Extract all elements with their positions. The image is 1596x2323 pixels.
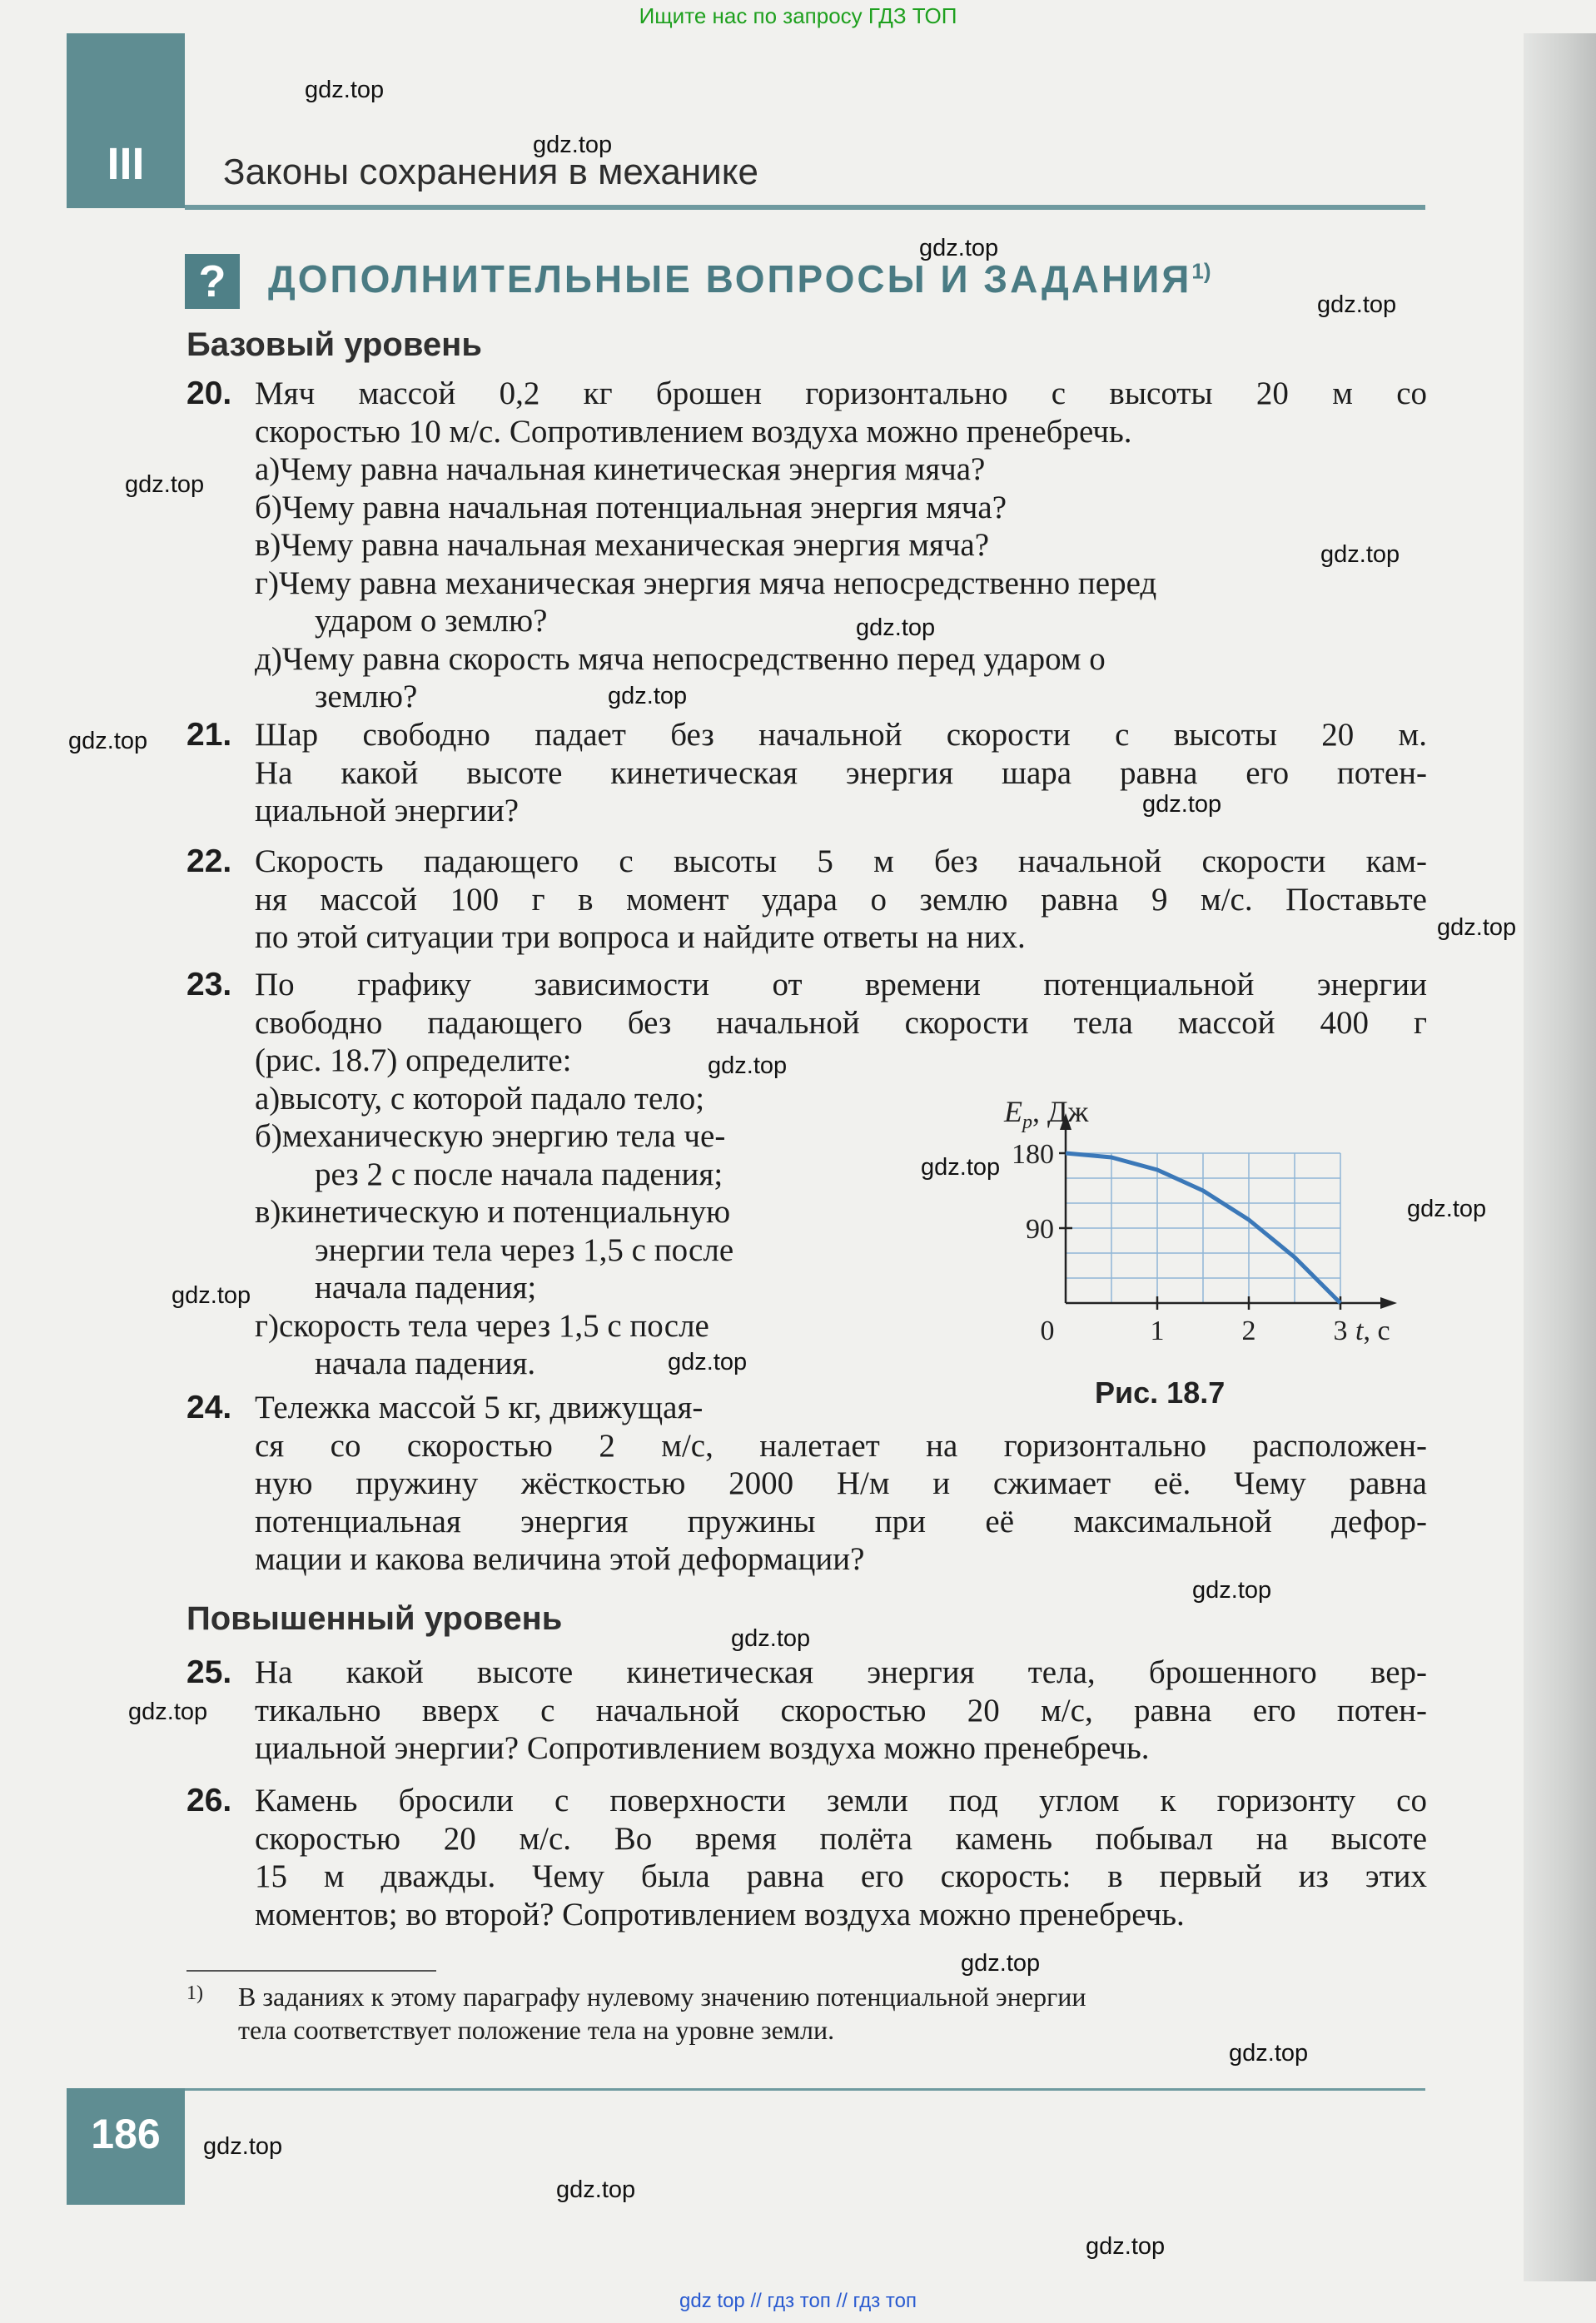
task-line: свободно падающего без начальной скорости тела массой 400 г: [255, 1004, 1427, 1041]
bottom-links[interactable]: gdz top // гдз топ // гдз топ: [679, 2290, 917, 2312]
watermark: gdz.top: [856, 614, 936, 641]
x-tick-label: 1: [1150, 1316, 1165, 1346]
y-tick-label: 180: [1012, 1139, 1054, 1170]
task-line: Шар свободно падает без начальной скорости с высоты 20 м.: [255, 717, 1427, 753]
task-number: 25.: [186, 1654, 232, 1690]
watermark: gdz.top: [919, 235, 999, 261]
watermark: gdz.top: [1437, 914, 1517, 941]
task-line: По графику зависимости от времени потенциальной энергии: [255, 967, 1427, 1002]
chapter-title: Законы сохранения в механике: [223, 152, 758, 192]
subtask: б)Чему равна начальная потенциальная энергия мяча?: [255, 489, 1007, 525]
task-line: тикально вверх с начальной скоростью 20 м/с, равна его потен-: [255, 1692, 1427, 1729]
task-line: моментов; во второй? Сопротивлением воздуха можно пренебречь.: [255, 1896, 1185, 1933]
watermark: gdz.top: [1407, 1196, 1487, 1222]
watermark: gdz.top: [68, 728, 148, 754]
footnote-divider: [186, 1970, 436, 1972]
watermark: gdz.top: [203, 2133, 283, 2160]
level-advanced: Повышенный уровень: [186, 1600, 563, 1637]
subtask-cont: энергии тела через 1,5 с после: [315, 1231, 734, 1268]
task-number: 24.: [186, 1390, 232, 1425]
x-axis-label: t, с: [1355, 1316, 1390, 1346]
x-tick-label: 2: [1241, 1316, 1256, 1346]
task-number: 21.: [186, 717, 232, 753]
y-tick-label: 90: [1026, 1214, 1054, 1245]
origin-label: 0: [1040, 1316, 1055, 1346]
task-line: скоростью 20 м/с. Во время полёта камень побывал на высоте: [255, 1820, 1427, 1857]
section-footnote-ref: 1): [1191, 258, 1211, 284]
top-search-link[interactable]: Ищите нас по запросу ГДЗ ТОП: [639, 3, 957, 28]
x-axis-arrow: [1380, 1297, 1397, 1309]
subtask: в)кинетическую и потенциальную: [255, 1194, 731, 1230]
watermark: gdz.top: [128, 1699, 208, 1725]
task-line: потенциальная энергия пружины при её максимальной дефор-: [255, 1503, 1427, 1540]
chapter-number: III: [67, 33, 185, 208]
subtask: в)Чему равна начальная механическая энергия мяча?: [255, 527, 990, 563]
task-line: Скорость падающего с высоты 5 м без начальной скорости кам-: [255, 843, 1427, 879]
task-line: На какой высоте кинетическая энергия тела, брошенного вер-: [255, 1654, 1427, 1690]
energy-time-chart: [949, 1037, 1432, 1370]
watermark: gdz.top: [668, 1349, 748, 1375]
figure-caption: Рис. 18.7: [1095, 1375, 1226, 1410]
watermark: gdz.top: [1192, 1577, 1272, 1604]
subtask-cont: начала падения;: [315, 1270, 537, 1306]
section-title: [268, 256, 1211, 301]
task-number: 22.: [186, 843, 232, 879]
subtask-cont: землю?: [315, 679, 418, 714]
footnote-mark: 1): [186, 1982, 203, 2004]
subtask: д)Чему равна скорость мяча непосредственно перед ударом о: [255, 640, 1106, 677]
subtask-cont: рез 2 с после начала падения;: [315, 1156, 723, 1192]
task-line: скоростью 10 м/с. Сопротивлением воздуха можно пренебречь.: [255, 413, 1132, 450]
task-line: ня массой 100 г в момент удара о землю равна 9 м/с. Поставьте: [255, 881, 1427, 918]
task-line: Камень бросили с поверхности земли под углом к горизонту со: [255, 1783, 1427, 1818]
task-number: 23.: [186, 967, 232, 1002]
subtask: г)скорость тела через 1,5 с после: [255, 1307, 709, 1344]
task-number: 26.: [186, 1783, 232, 1818]
task-line: мации и какова величина этой деформации?: [255, 1541, 865, 1577]
question-icon: ?: [185, 254, 240, 309]
task-line: На какой высоте кинетическая энергия шара равна его потен-: [255, 754, 1427, 791]
task-line: циальной энергии?: [255, 793, 520, 828]
watermark: gdz.top: [608, 683, 688, 709]
watermark: gdz.top: [172, 1282, 251, 1309]
task-line: ся со скоростью 2 м/с, налетает на горизонтально расположен-: [255, 1427, 1427, 1464]
watermark: gdz.top: [708, 1052, 788, 1079]
subtask: а)Чему равна начальная кинетическая энергия мяча?: [255, 451, 986, 487]
page-bottom-divider: [185, 2088, 1425, 2091]
watermark: gdz.top: [556, 2176, 636, 2203]
chapter-divider: [185, 205, 1425, 210]
subtask: а)высоту, с которой падало тело;: [255, 1080, 705, 1117]
watermark: gdz.top: [125, 471, 205, 498]
watermark: gdz.top: [1229, 2040, 1309, 2067]
level-basic: Базовый уровень: [186, 326, 482, 363]
x-tick-label: 3: [1333, 1316, 1348, 1346]
subtask-cont: ударом о землю?: [315, 603, 548, 639]
watermark: gdz.top: [1320, 541, 1400, 568]
watermark: gdz.top: [961, 1950, 1041, 1977]
task-line: Мяч массой 0,2 кг брошен горизонтально с высоты 20 м со: [255, 376, 1427, 411]
task-line: по этой ситуации три вопроса и найдите ответы на них.: [255, 919, 1026, 955]
subtask-cont: начала падения.: [315, 1346, 536, 1381]
watermark: gdz.top: [1317, 291, 1397, 318]
subtask: г)Чему равна механическая энергия мяча непосредственно перед: [255, 565, 1157, 601]
subtask: б)механическую энергию тела че-: [255, 1118, 726, 1154]
task-line: 15 м дважды. Чему была равна его скорость: в первый из этих: [255, 1858, 1427, 1894]
section-title-text: ДОПОЛНИТЕЛЬНЫЕ ВОПРОСЫ И ЗАДАНИЯ: [268, 257, 1192, 301]
task-line: Тележка массой 5 кг, движущая-: [255, 1390, 704, 1425]
page-number: 186: [67, 2088, 185, 2205]
task-line: (рис. 18.7) определите:: [255, 1042, 572, 1078]
watermark: gdz.top: [533, 132, 613, 158]
task-number: 20.: [186, 376, 232, 411]
watermark: gdz.top: [305, 77, 385, 103]
task-line: циальной энергии? Сопротивлением воздуха можно пренебречь.: [255, 1730, 1150, 1766]
footnote-line: тела соответствует положение тела на уровне земли.: [238, 2015, 835, 2045]
footnote-line: В заданиях к этому параграфу нулевому значению потенциальной энергии: [238, 1982, 1086, 2012]
watermark: gdz.top: [921, 1154, 1001, 1181]
watermark: gdz.top: [1086, 2233, 1166, 2260]
footnote: [186, 1980, 1427, 2047]
watermark: gdz.top: [731, 1625, 811, 1652]
watermark: gdz.top: [1142, 791, 1222, 818]
scan-edge: [1524, 33, 1596, 2281]
y-axis-label: $E_p$, Дж: [1004, 1095, 1089, 1133]
task-line: ную пружину жёсткостью 2000 Н/м и сжимает её. Чему равна: [255, 1465, 1427, 1501]
